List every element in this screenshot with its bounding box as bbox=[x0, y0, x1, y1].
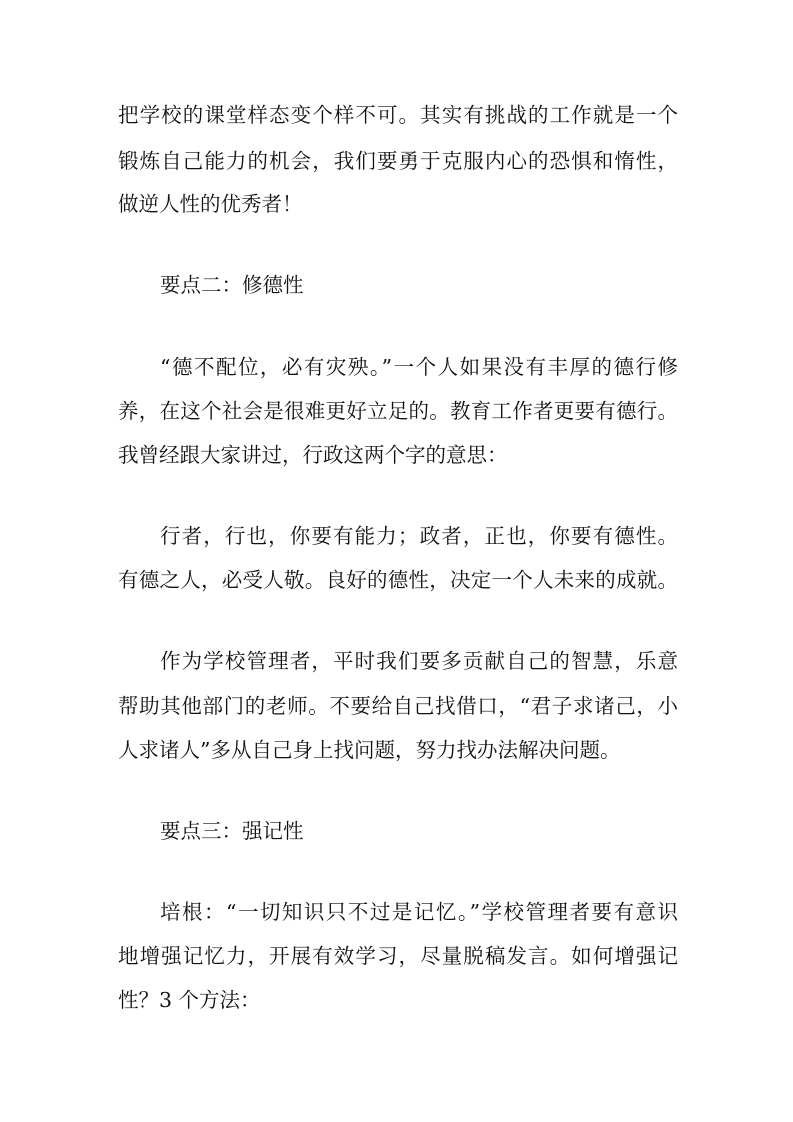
section-heading-3: 要点三：强记性 bbox=[160, 819, 304, 843]
paragraph-3-line-1: “德不配位，必有灾殃。”一个人如果没有丰厚的德行修 bbox=[160, 355, 678, 379]
paragraph-3-line-2: 养，在这个社会是很难更好立足的。教育工作者更要有德行。 bbox=[118, 399, 678, 423]
paragraph-5-line-1: 作为学校管理者，平时我们要多贡献自己的智慧，乐意 bbox=[160, 649, 678, 673]
paragraph-1-line-1: 把学校的课堂样态变个样不可。其实有挑战的工作就是一个 bbox=[118, 103, 678, 127]
paragraph-7-line-2: 地增强记忆力，开展有效学习，尽量脱稿发言。如何增强记 bbox=[118, 944, 678, 968]
paragraph-1-line-2: 锻炼自己能力的机会，我们要勇于克服内心的恐惧和惰性， bbox=[118, 149, 678, 173]
paragraph-4-line-1: 行者，行也，你要有能力；政者，正也，你要有德性。 bbox=[160, 524, 678, 548]
paragraph-7-line-3: 性？3 个方法： bbox=[118, 988, 261, 1012]
paragraph-1-line-3: 做逆人性的优秀者！ bbox=[118, 192, 303, 216]
paragraph-4-line-2: 有德之人，必受人敬。良好的德性，决定一个人未来的成就。 bbox=[118, 568, 678, 592]
paragraph-5-line-3: 人求诸人”多从自己身上找问题，努力找办法解决问题。 bbox=[118, 738, 621, 762]
paragraph-7-line-1: 培根：“一切知识只不过是记忆。”学校管理者要有意识 bbox=[160, 900, 678, 924]
paragraph-3-line-3: 我曾经跟大家讲过，行政这两个字的意思： bbox=[118, 443, 508, 467]
section-heading-2: 要点二：修德性 bbox=[160, 273, 304, 297]
paragraph-5-line-2: 帮助其他部门的老师。不要给自己找借口，“君子求诸己，小 bbox=[118, 694, 678, 718]
